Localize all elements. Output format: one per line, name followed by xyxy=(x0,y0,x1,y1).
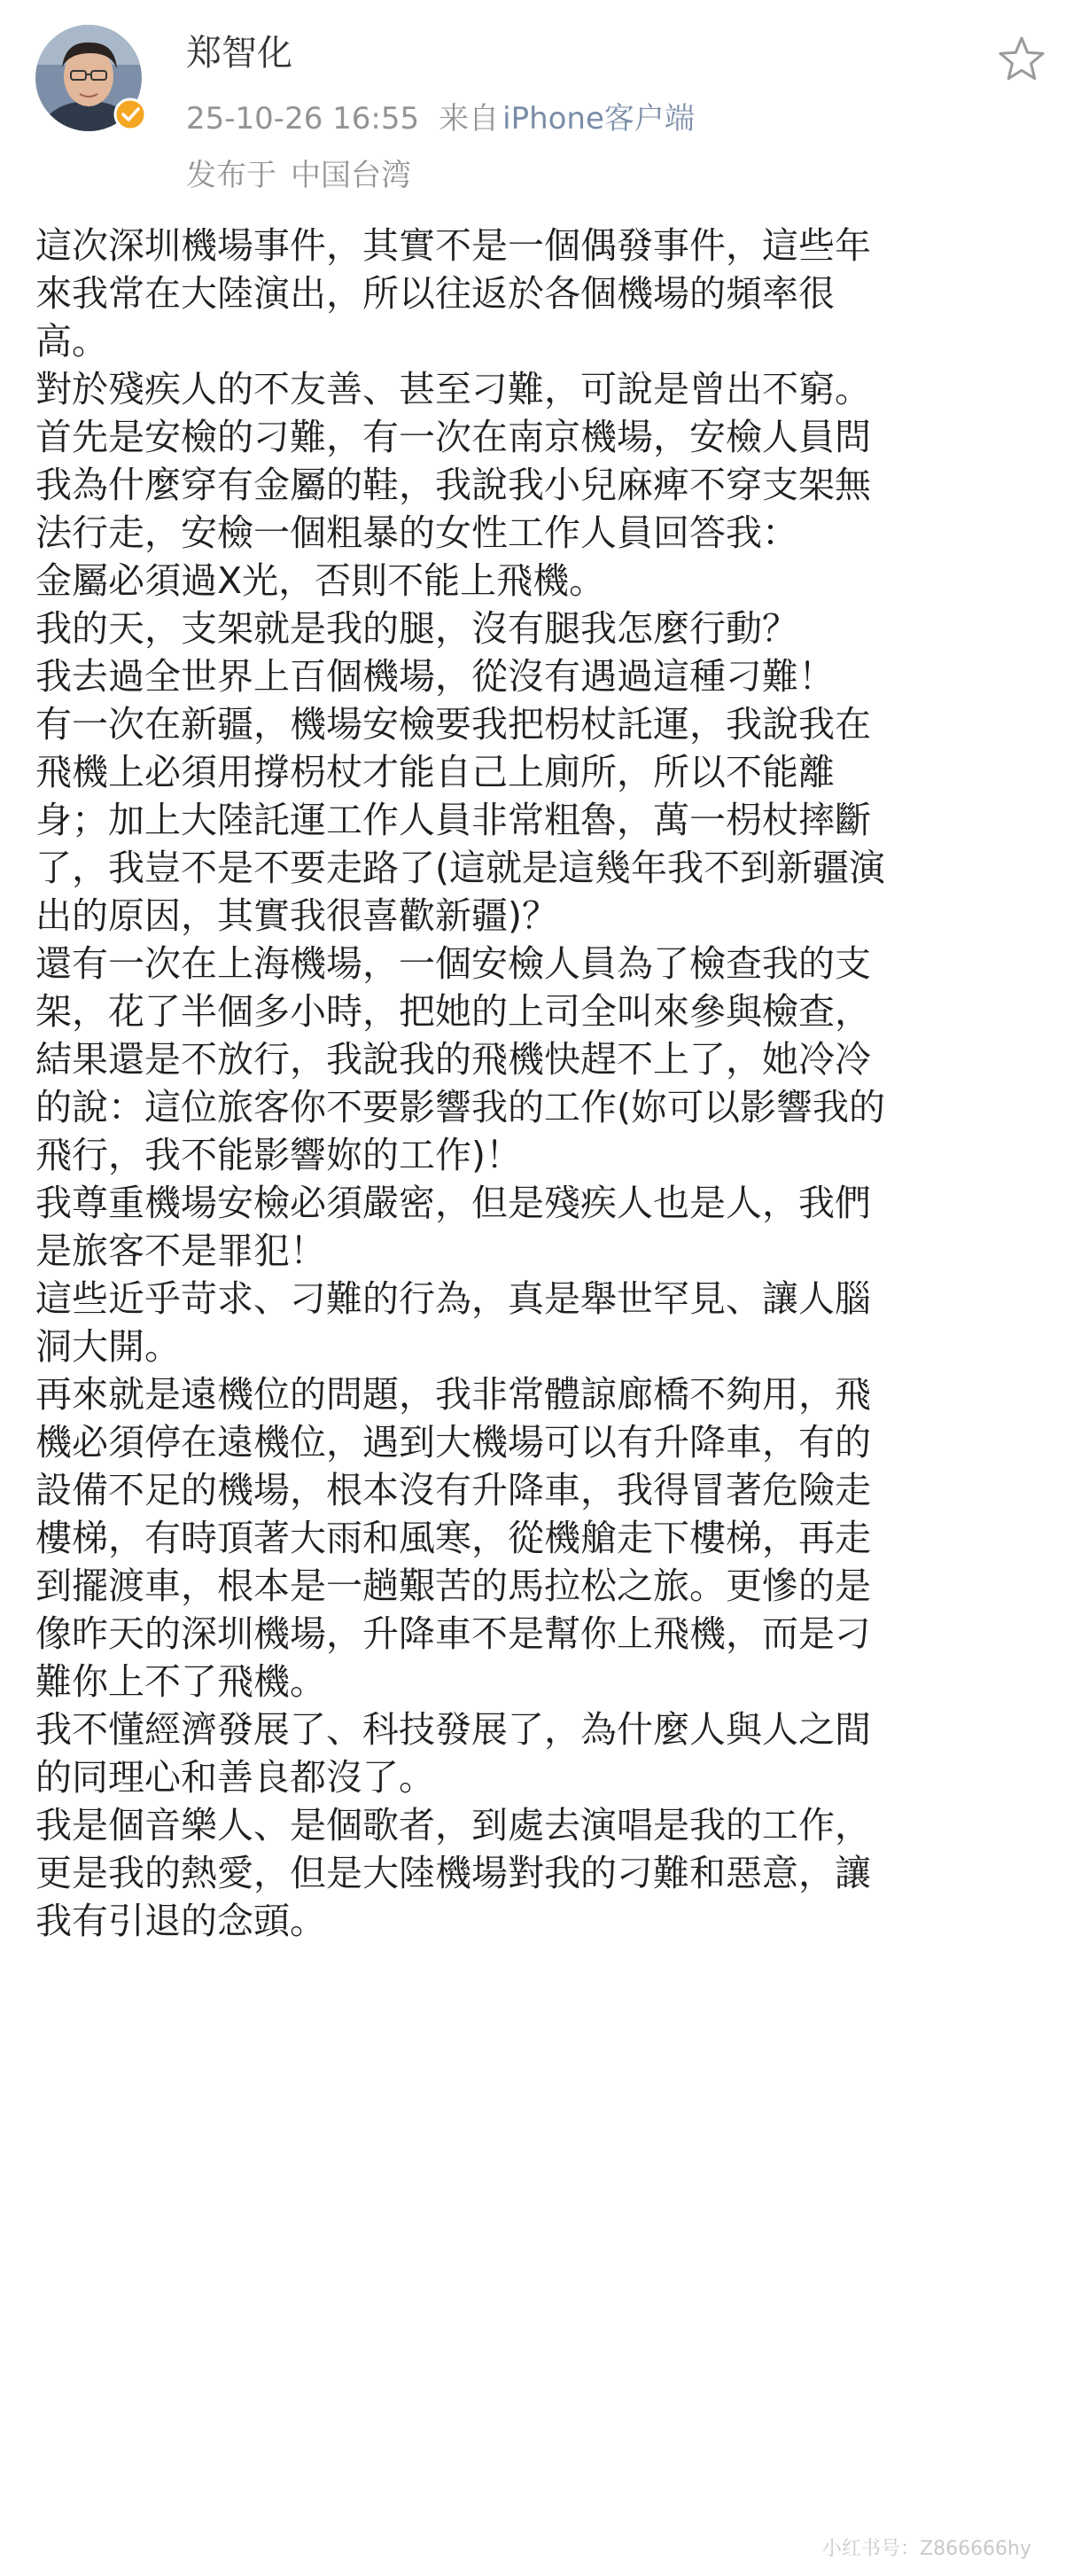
post-text-line: 的說：這位旅客你不要影響我的工作(妳可以影響我的 xyxy=(35,1086,885,1128)
post-text-line: 我不懂經濟發展了、科技發展了，為什麼人與人之間 xyxy=(35,1708,871,1751)
source-prefix: 来自 xyxy=(439,101,500,137)
post-text-line: 樓梯，有時頂著大雨和風寒，從機艙走下樓梯，再走 xyxy=(35,1517,871,1559)
watermark: 小红书号：Z866666hy xyxy=(822,2538,1032,2560)
post-text-line: 我是個音樂人、是個歌者，到處去演唱是我的工作， xyxy=(35,1804,871,1846)
post-text-line: 出的原因，其實我很喜歡新疆)？ xyxy=(35,894,558,937)
post-text-line: 飛機上必須用撐枴杖才能自己上廁所，所以不能離 xyxy=(35,751,835,793)
favorite-button[interactable] xyxy=(996,34,1047,85)
source-device[interactable]: iPhone客户端 xyxy=(502,101,695,137)
post-text-line: 設備不足的機場，根本沒有升降車，我得冒著危險走 xyxy=(35,1469,871,1511)
post-text-line: 我有引退的念頭。 xyxy=(35,1900,326,1942)
post-text-line: 高。 xyxy=(35,320,108,363)
post-meta xyxy=(186,99,695,138)
location-label: 发布于 xyxy=(186,158,276,193)
post-text-line: 我的天，支架就是我的腿，沒有腿我怎麼行動？ xyxy=(35,607,798,650)
post-text-line: 像昨天的深圳機場，升降車不是幫你上飛機，而是刁 xyxy=(35,1612,871,1655)
post-text-line: 我為什麼穿有金屬的鞋，我說我小兒麻痺不穿支架無 xyxy=(35,464,871,506)
post-text-line: 身；加上大陸託運工作人員非常粗魯，萬一枴杖摔斷 xyxy=(35,799,871,841)
post-text-line: 洞大開。 xyxy=(35,1325,181,1368)
post-timestamp: 25-10-26 16:55 xyxy=(186,101,420,137)
post-text-line: 對於殘疾人的不友善、甚至刁難，可說是曾出不窮。 xyxy=(35,368,871,410)
post-text-line: 結果還是不放行，我說我的飛機快趕不上了，她冷冷 xyxy=(35,1038,871,1081)
post-location xyxy=(186,156,411,195)
post-text-line: 飛行，我不能影響妳的工作)！ xyxy=(35,1134,522,1176)
post-text-line: 我去過全世界上百個機場，從沒有遇過這種刁難！ xyxy=(35,655,835,698)
post-text-line: 難你上不了飛機。 xyxy=(35,1660,326,1703)
post-text-line: 這些近乎苛求、刁難的行為，真是舉世罕見、讓人腦 xyxy=(35,1277,871,1320)
post-text-line: 再來就是遠機位的問題，我非常體諒廊橋不夠用，飛 xyxy=(35,1373,871,1416)
post-text-line: 有一次在新疆，機場安檢要我把枴杖託運，我說我在 xyxy=(35,703,871,745)
post-text-line: 首先是安檢的刁難，有一次在南京機場，安檢人員問 xyxy=(35,416,871,458)
verified-badge-icon xyxy=(113,98,147,131)
post-text-line: 我尊重機場安檢必須嚴密，但是殘疾人也是人，我們 xyxy=(35,1182,871,1224)
post-text-line: 還有一次在上海機場，一個安檢人員為了檢查我的支 xyxy=(35,942,871,985)
post-text-line: 更是我的熱愛，但是大陸機場對我的刁難和惡意，讓 xyxy=(35,1852,871,1894)
post-header xyxy=(0,0,1081,204)
post-text-line: 的同理心和善良都沒了。 xyxy=(35,1756,435,1799)
post-text-line: 機必須停在遠機位，遇到大機場可以有升降車，有的 xyxy=(35,1421,871,1464)
post-text-line: 到擺渡車，根本是一趟艱苦的馬拉松之旅。更慘的是 xyxy=(35,1565,871,1607)
location-value: 中国台湾 xyxy=(291,158,411,193)
post-text-line: 是旅客不是罪犯！ xyxy=(35,1229,326,1272)
post-body xyxy=(35,222,1054,1945)
star-outline-icon xyxy=(996,34,1047,85)
post-text-line: 了，我豈不是不要走路了(這就是這幾年我不到新疆演 xyxy=(35,847,885,889)
post-text-line: 法行走，安檢一個粗暴的女性工作人員回答我： xyxy=(35,511,798,554)
post-text-line: 金屬必須過X光，否則不能上飛機。 xyxy=(35,559,606,602)
post-text-line: 這次深圳機場事件，其實不是一個偶發事件，這些年 xyxy=(35,224,871,267)
author-name[interactable]: 郑智化 xyxy=(186,33,292,74)
post-text-line: 來我常在大陸演出，所以往返於各個機場的頻率很 xyxy=(35,272,835,315)
post-text-line: 架，花了半個多小時，把她的上司全叫來參與檢查， xyxy=(35,990,871,1033)
